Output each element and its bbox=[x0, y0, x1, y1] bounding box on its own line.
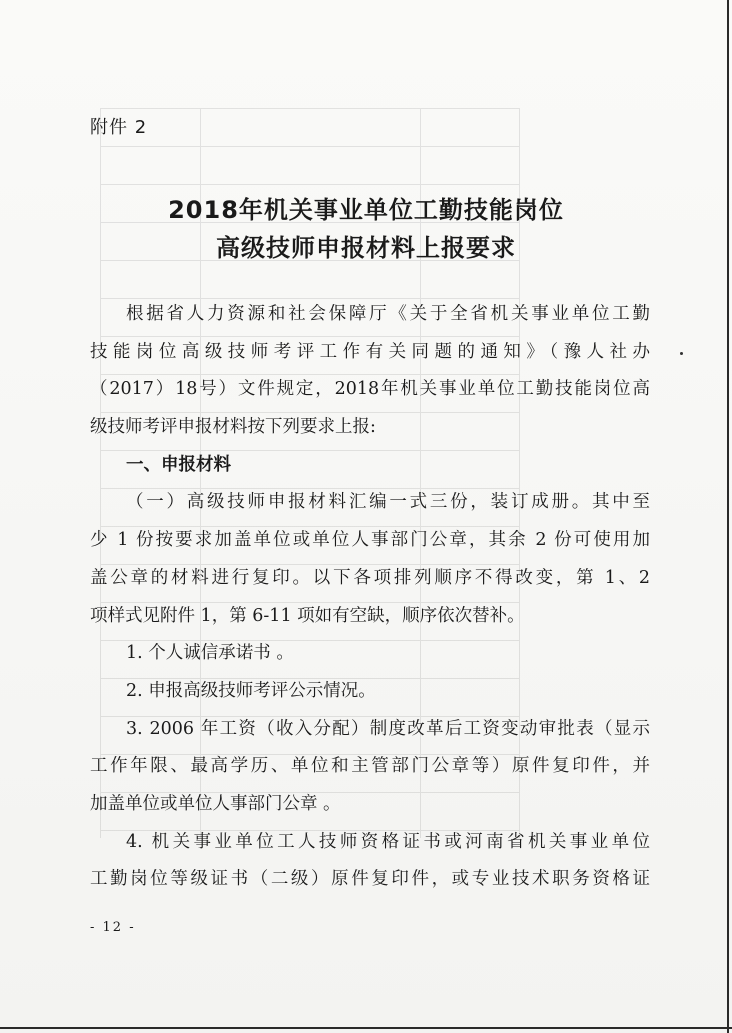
document-title-line-1: 2018年机关事业单位工勤技能岗位 bbox=[168, 196, 564, 224]
body-line: （一）高级技师申报材料汇编一式三份，装订成册。其中至 bbox=[126, 492, 650, 513]
body-line: 工作年限、最高学历、单位和主管部门公章等）原件复印件，并 bbox=[90, 756, 650, 777]
scan-edge-bottom bbox=[0, 1027, 732, 1029]
page-number: - 12 - bbox=[90, 920, 136, 935]
body-line: 2. 申报高级技师考评公示情况。 bbox=[126, 680, 376, 701]
body-line: 工勤岗位等级证书（二级）原件复印件，或专业技术职务资格证 bbox=[90, 869, 650, 890]
body-line: 根据省人力资源和社会保障厅《关于全省机关事业单位工勤 bbox=[126, 304, 650, 324]
scan-speck bbox=[680, 352, 683, 355]
body-line: 加盖单位或单位人事部门公章 。 bbox=[90, 793, 341, 814]
attachment-label: 附件 2 bbox=[90, 117, 148, 138]
body-line: （2017）18号）文件规定，2018年机关事业单位工勤技能岗位高 bbox=[90, 379, 650, 400]
scan-edge-right bbox=[727, 0, 729, 1033]
body-line: 盖公章的材料进行复印。以下各项排列顺序不得改变，第 1、2 bbox=[90, 567, 650, 588]
body-line: 项样式见附件 1，第 6-11 项如有空缺，顺序依次替补。 bbox=[90, 605, 525, 626]
document-title-line-2: 高级技师申报材料上报要求 bbox=[216, 234, 516, 262]
body-line: 3. 2006 年工资（收入分配）制度改革后工资变动审批表（显示 bbox=[126, 718, 650, 739]
body-line: 级技师考评申报材料按下列要求上报: bbox=[90, 417, 376, 438]
body-line: 一、申报材料 bbox=[126, 454, 231, 475]
body-line: 技能岗位高级技师考评工作有关同题的通知》（豫人社办 bbox=[90, 341, 650, 362]
body-line: 4. 机关事业单位工人技师资格证书或河南省机关事业单位 bbox=[126, 831, 650, 852]
document-body bbox=[90, 296, 650, 899]
body-line: 少 1 份按要求加盖单位或单位人事部门公章，其余 2 份可使用加 bbox=[90, 530, 650, 551]
body-line: 1. 个人诚信承诺书 。 bbox=[126, 643, 294, 664]
